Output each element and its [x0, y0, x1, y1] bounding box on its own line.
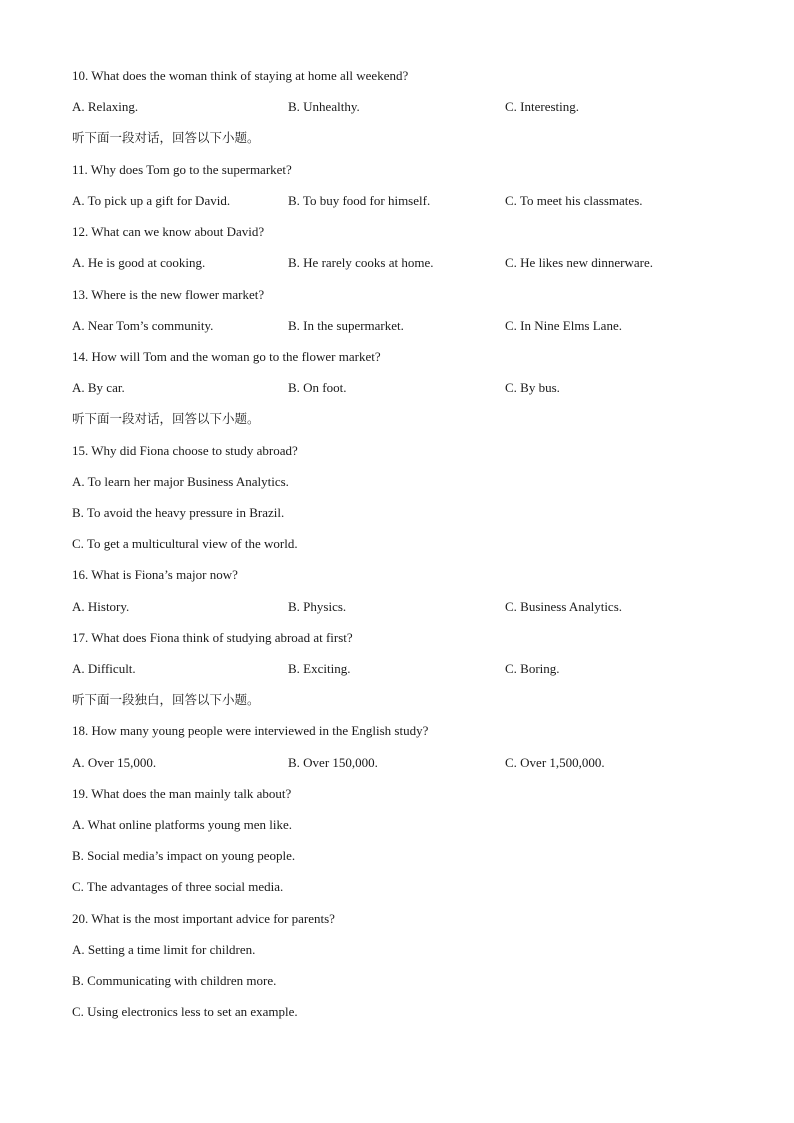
- option-11-b: B. To buy food for himself.: [288, 193, 431, 208]
- option-12-b: B. He rarely cooks at home.: [288, 255, 434, 270]
- option-20-b: B. Communicating with children more.: [72, 973, 277, 988]
- option-13-a: A. Near Tom’s community.: [72, 318, 214, 333]
- option-15-a: A. To learn her major Business Analytics.: [72, 474, 289, 489]
- options-16: [72, 599, 752, 615]
- option-16-b: B. Physics.: [288, 599, 347, 614]
- option-13-c: C. In Nine Elms Lane.: [505, 318, 622, 333]
- question-18: 18. How many young people were interviewed in the English study?: [72, 723, 429, 738]
- question-13: 13. Where is the new flower market?: [72, 287, 265, 302]
- options-10: [72, 99, 752, 115]
- option-20-a: A. Setting a time limit for children.: [72, 942, 256, 957]
- option-10-c: C. Interesting.: [505, 99, 580, 114]
- question-10: 10. What does the woman think of staying at home all weekend?: [72, 68, 409, 83]
- option-10-b: B. Unhealthy.: [288, 99, 360, 114]
- question-15: 15. Why did Fiona choose to study abroad?: [72, 443, 298, 458]
- option-12-c: C. He likes new dinnerware.: [505, 255, 654, 270]
- option-18-a: A. Over 15,000.: [72, 755, 157, 770]
- option-19-b: B. Social media’s impact on young people.: [72, 848, 296, 863]
- question-20: 20. What is the most important advice for parents?: [72, 911, 335, 926]
- option-12-a: A. He is good at cooking.: [72, 255, 206, 270]
- option-16-a: A. History.: [72, 599, 130, 614]
- option-16-c: C. Business Analytics.: [505, 599, 623, 614]
- options-18: [72, 755, 752, 771]
- question-11: 11. Why does Tom go to the supermarket?: [72, 162, 292, 177]
- option-14-a: A. By car.: [72, 380, 125, 395]
- instruction-dialogue-2: 听下面一段对话，回答以下小题。: [72, 411, 260, 426]
- question-17: 17. What does Fiona think of studying abroad at first?: [72, 630, 353, 645]
- option-14-c: C. By bus.: [505, 380, 560, 395]
- options-17: [72, 661, 752, 677]
- option-17-c: C. Boring.: [505, 661, 560, 676]
- option-19-a: A. What online platforms young men like.: [72, 817, 292, 832]
- instruction-dialogue-1: 听下面一段对话，回答以下小题。: [72, 130, 260, 145]
- options-13: [72, 318, 752, 334]
- option-13-b: B. In the supermarket.: [288, 318, 404, 333]
- option-20-c: C. Using electronics less to set an example.: [72, 1004, 298, 1019]
- options-12: [72, 255, 752, 271]
- option-17-a: A. Difficult.: [72, 661, 136, 676]
- options-14: [72, 380, 752, 396]
- option-15-c: C. To get a multicultural view of the world.: [72, 536, 298, 551]
- option-15-b: B. To avoid the heavy pressure in Brazil.: [72, 505, 285, 520]
- option-10-a: A. Relaxing.: [72, 99, 139, 114]
- question-12: 12. What can we know about David?: [72, 224, 265, 239]
- option-18-b: B. Over 150,000.: [288, 755, 378, 770]
- option-11-a: A. To pick up a gift for David.: [72, 193, 231, 208]
- instruction-monologue: 听下面一段独白，回答以下小题。: [72, 692, 260, 707]
- option-14-b: B. On foot.: [288, 380, 347, 395]
- question-16: 16. What is Fiona’s major now?: [72, 567, 238, 582]
- option-11-c: C. To meet his classmates.: [505, 193, 643, 208]
- question-14: 14. How will Tom and the woman go to the flower market?: [72, 349, 381, 364]
- option-17-b: B. Exciting.: [288, 661, 351, 676]
- option-19-c: C. The advantages of three social media.: [72, 879, 284, 894]
- options-11: [72, 193, 752, 209]
- question-19: 19. What does the man mainly talk about?: [72, 786, 292, 801]
- option-18-c: C. Over 1,500,000.: [505, 755, 605, 770]
